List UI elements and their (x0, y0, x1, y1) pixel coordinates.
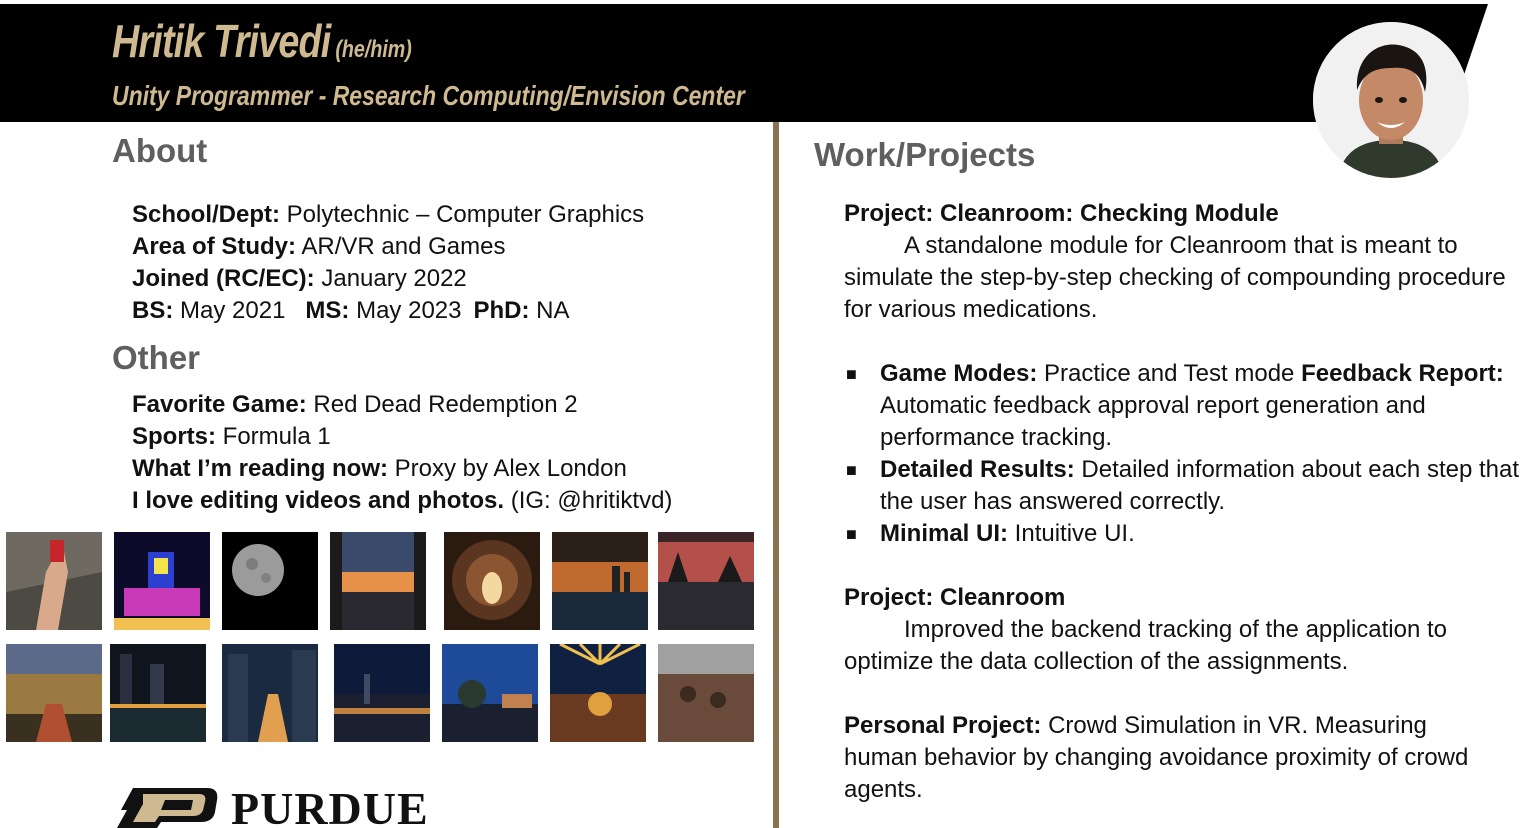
purdue-logo (115, 782, 435, 828)
project1-features (844, 358, 1534, 550)
study-line (132, 233, 505, 261)
project2-title: Project: Cleanroom (844, 584, 1066, 611)
square-bullet-icon: ■ (846, 364, 857, 384)
photo-night-skyline (334, 644, 430, 742)
reading-label: What I’m reading now: (132, 455, 388, 482)
photo-crowd-market (658, 644, 754, 742)
photo-skyline-dusk (552, 532, 648, 630)
purdue-p-icon (115, 782, 225, 828)
photo-red-sky (658, 532, 754, 630)
photo-lightbulb (444, 532, 540, 630)
ms-value: May 2023 (349, 297, 462, 324)
study-label: Area of Study: (132, 233, 297, 260)
game-value: Red Dead Redemption 2 (306, 391, 578, 418)
square-bullet-icon: ■ (846, 524, 857, 544)
degrees-line (132, 297, 570, 325)
project1-description: A standalone module for Cleanroom that is meant to simulate the step-by-step checking of compounding procedure for various medications. (844, 232, 1506, 323)
project1-title: Project: Cleanroom: Checking Module (844, 200, 1279, 227)
other-heading: Other (112, 339, 201, 376)
avatar-portrait (1313, 22, 1469, 178)
reading-value: Proxy by Alex London (388, 455, 627, 482)
photo-window-sunset (330, 532, 426, 630)
photo-festival-lights (550, 644, 646, 742)
square-bullet-icon: ■ (846, 460, 857, 480)
feature-game-modes: ■ Game Modes: Practice and Test mode Feedback Report: Automatic feedback approval report generation and performance tracking. (846, 360, 1504, 451)
name-text: Hritik Trivedi (112, 15, 331, 67)
sports-label: Sports: (132, 423, 216, 450)
photo-city-aerial (6, 644, 102, 742)
editing-label: I love editing videos and photos. (132, 487, 505, 514)
feature-detailed-results: ■ Detailed Results: Detailed information about each step that the user has answered correctly. (846, 456, 1519, 515)
photo-moon (222, 532, 318, 630)
personal-project-description: Crowd Simulation in VR. Measuring human behavior by changing avoidance proximity of crowd agents. (844, 712, 1469, 803)
pronouns: (he/him) (335, 36, 412, 63)
column-divider (773, 122, 779, 828)
school-value: Polytechnic – Computer Graphics (280, 201, 645, 228)
editing-line (132, 487, 672, 515)
work-heading: Work/Projects (814, 136, 1036, 173)
personal-project-label: Personal Project: (844, 712, 1042, 739)
photo-arm (6, 532, 102, 630)
editing-value: (IG: @hritiktvd) (504, 487, 673, 514)
photo-night-river (110, 644, 206, 742)
photo-blue-hour (442, 644, 538, 742)
avatar (1313, 22, 1469, 178)
sports-value: Formula 1 (216, 423, 331, 450)
phd-label: PhD: (473, 297, 530, 324)
reading-line (132, 455, 627, 483)
study-value: AR/VR and Games (296, 233, 506, 260)
feature-minimal-ui: ■ Minimal UI: Intuitive UI. (844, 518, 1534, 550)
purdue-wordmark: PURDUE (231, 783, 429, 828)
game-line (132, 391, 578, 419)
school-label: School/Dept: (132, 201, 280, 228)
header-band (0, 0, 1538, 122)
photo-downtown (222, 644, 318, 742)
joined-line (132, 265, 467, 293)
game-label: Favorite Game: (132, 391, 307, 418)
ms-label: MS: (305, 297, 350, 324)
bs-label: BS: (132, 297, 174, 324)
bs-value: May 2021 (173, 297, 286, 324)
school-line (132, 201, 644, 229)
person-name (112, 14, 412, 68)
phd-value: NA (529, 297, 570, 324)
role-title: Unity Programmer - Research Computing/Envision Center (112, 80, 745, 111)
project2-description: Improved the backend tracking of the application to optimize the data collection of the assignments. (844, 616, 1447, 675)
joined-value: January 2022 (314, 265, 467, 292)
personal-project (844, 710, 1494, 806)
joined-label: Joined (RC/EC): (132, 265, 315, 292)
photo-marquee (114, 532, 210, 630)
about-heading: About (112, 132, 208, 169)
sports-line (132, 423, 331, 451)
